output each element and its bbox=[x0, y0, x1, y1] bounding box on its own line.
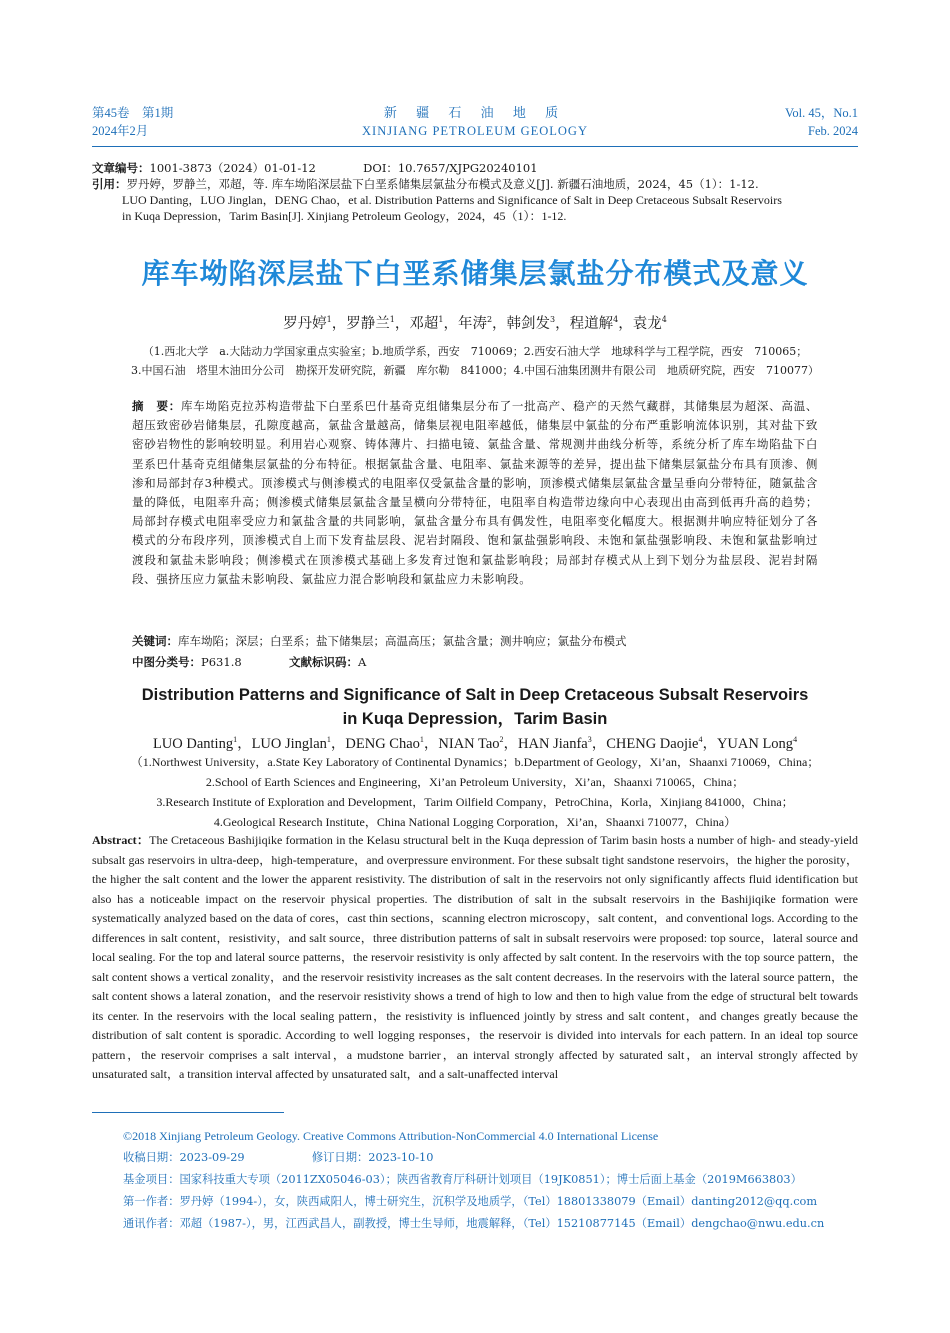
author-cn: 年涛 bbox=[457, 316, 487, 332]
affiliation-en-line: 3.Research Institute of Exploration and Development，Tarim Oilfield Company，PetroChina，Korla，Xinjiang 841000，China； bbox=[156, 795, 794, 809]
clc-value: P631.8 bbox=[201, 655, 242, 669]
first-author-note: 第一作者：罗丹婷（1994-），女，陕西咸阳人，博士研究生，沉积学及地质学，（Tel）18801338079（Email）danting2012@qq.com bbox=[123, 1195, 818, 1208]
author-sup: 4 bbox=[698, 735, 703, 745]
title-cn: 库车坳陷深层盐下白垩系储集层氯盐分布模式及意义 bbox=[141, 257, 809, 290]
abstract-en-text: The Cretaceous Bashijiqike formation in the Kelasu structural belt in the Kuqa depression of Tarim basin hosts a number of high- and steady-yield subsalt gas reservoirs in ultra-deep，high-temperature，and overpressure environment. For these subsalt tight sandstone reservoirs，the higher the porosity，the higher the salt content and the lower the apparent resistivity. The distribution of salt in the reservoirs not only significantly affects fluid identification but also has a noticeable impact on the reservoir physical properties. The distribution of salt in the subsalt reservoirs in the Bashijiqike formation were systematically analyzed based on the data of cores，cast thin sections，scanning electron microscopy，salt content，and conventional logs. According to the differences in salt content，resistivity，and salt source，three distribution patterns of salt in subsalt reservoirs were proposed: top source，lateral source and local sealing. For the top and lateral source patterns，the reservoir resistivity is only affected by salt content. In the reservoirs with the top source pattern，the salt content shows a vertical zonality，and the reservoir resistivity increases as the salt content decreases. In the reservoirs with the lateral source pattern，the salt content shows a lateral zonation，and the reservoir resistivity shows a trend of high to low and then to high value from the edge of structural belt towards its center. In the reservoirs with the local sealing pattern，the resistivity is influenced jointly by stress and salt content，and changes greatly because the distribution of salt content is sporadic. According to well logging responses，the reservoir is divided into intervals for each pattern. In an ideal top source pattern，the reservoir comprises a salt interval，a mudstone barrier，an interval strongly affected by saturated salt，an interval strongly affected by unsaturated salt，a transition interval affected by unsaturated salt，and a salt-unaffected interval bbox=[92, 833, 858, 1081]
author-cn: 韩剑发 bbox=[506, 316, 551, 332]
authors-cn: 罗丹婷$^1$，罗静兰$^1$，邓超$^1$，年涛$^2$，韩剑发$^3$，程道解$^4$，袁龙$^4$ bbox=[283, 315, 667, 332]
author-sup: 1 bbox=[326, 735, 331, 745]
author-cn: 邓超 bbox=[409, 316, 439, 332]
author-sup: 2 bbox=[486, 315, 493, 325]
author-en: NIAN Tao bbox=[438, 736, 500, 752]
dates-line bbox=[123, 1147, 858, 1169]
running-header bbox=[92, 104, 858, 140]
author-sup: 4 bbox=[793, 735, 798, 745]
author-en: HAN Jianfa bbox=[518, 736, 588, 752]
author-en: CHENG Daojie bbox=[606, 736, 699, 752]
doc-code-label: 文献标识码： bbox=[288, 655, 358, 669]
title-en bbox=[92, 683, 858, 731]
author-sup: 1 bbox=[419, 735, 424, 745]
affiliation-en-line: （1.Northwest University，a.State Key Laboratory of Continental Dynamics；b.Department of Geology，Xi’an，Shaanxi 710069，China； bbox=[130, 755, 820, 769]
abstract-en bbox=[92, 831, 858, 1085]
author-sup: 4 bbox=[661, 315, 667, 325]
author-sup: 1 bbox=[326, 315, 332, 325]
license-note[interactable]: ©2018 Xinjiang Petroleum Geology. Creative Commons Attribution-NonCommercial 4.0 International License bbox=[123, 1129, 659, 1143]
affiliation-en-line: 2.School of Earth Sciences and Engineering，Xi’an Petroleum University，Xi’an，Shaanxi 710065，China； bbox=[205, 775, 745, 789]
author-cn: 袁龙 bbox=[632, 316, 662, 332]
title-en-line: in Kuqa Depression，Tarim Basin bbox=[342, 710, 608, 728]
volume-issue: 第45卷 第1期 bbox=[92, 106, 174, 120]
author-sup: 3 bbox=[587, 735, 592, 745]
citation-cn-line bbox=[92, 176, 858, 192]
citation-cn: 罗丹婷，罗静兰，邓超，等. 库车坳陷深层盐下白垩系储集层氯盐分布模式及意义[J]. 新疆石油地质，2024，45（1）：1-12. bbox=[126, 177, 759, 191]
header-right bbox=[785, 104, 858, 140]
author-sup: 3 bbox=[550, 315, 556, 325]
author-sup: 4 bbox=[613, 315, 619, 325]
issue-date: 2024年2月 bbox=[92, 124, 149, 138]
volume-issue-en: Vol. 45，No.1 bbox=[784, 106, 858, 120]
doc-code-value: A bbox=[357, 655, 367, 669]
header-center bbox=[92, 104, 858, 140]
author-cn: 罗丹婷 bbox=[283, 316, 327, 332]
author-sup: 1 bbox=[438, 315, 444, 325]
revised-date: 修订日期：2023-10-10 bbox=[311, 1151, 434, 1164]
author-en: LUO Danting bbox=[152, 736, 234, 752]
title-en-line: Distribution Patterns and Significance of Salt in Deep Cretaceous Subsalt Reservoirs bbox=[141, 686, 809, 704]
article-number: 1001-3873（2024）01-01-12 bbox=[149, 161, 316, 175]
affiliation-en-line: 4.Geological Research Institute，China National Logging Corporation，Xi’an，Shaanxi 710077，China） bbox=[213, 815, 737, 829]
author-en: DENG Chao bbox=[345, 736, 420, 752]
author-cn: 程道解 bbox=[569, 316, 614, 332]
citation-en-2: in Kuqa Depression，Tarim Basin[J]. Xinjiang Petroleum Geology，2024，45（1）：1-12. bbox=[122, 209, 567, 223]
keywords bbox=[132, 632, 818, 650]
citation-label: 引用： bbox=[92, 177, 127, 191]
received-date: 收稿日期：2023-09-29 bbox=[123, 1151, 245, 1164]
classification bbox=[132, 653, 818, 671]
author-cn: 罗静兰 bbox=[346, 316, 390, 332]
affiliations-en bbox=[92, 752, 858, 832]
affiliation-cn-line: （1.西北大学 a.大陆动力学国家重点实验室；b.地质学系，西安 710069；2.西安石油大学 地球科学与工程学院，西安 710065； bbox=[142, 345, 808, 358]
doi[interactable]: DOI：10.7657/XJPG20240101 bbox=[363, 161, 538, 175]
authors-en: LUO Danting$^1$，LUO Jinglan$^1$，DENG Chao$^1$，NIAN Tao$^2$，HAN Jianfa$^3$，CHENG Daojie$^4$，YUAN Long$^4$ bbox=[152, 735, 798, 752]
article-meta bbox=[92, 160, 858, 224]
issue-date-en: Feb. 2024 bbox=[808, 124, 858, 138]
keywords-text: 库车坳陷；深层；白垩系；盐下储集层；高温高压；氯盐含量；测井响应；氯盐分布模式 bbox=[178, 634, 627, 648]
affiliation-cn-line: 3.中国石油 塔里木油田分公司 勘探开发研究院，新疆 库尔勒 841000；4.中国石油集团测井有限公司 地质研究院，西安 710077） bbox=[131, 364, 819, 377]
abstract-en-label: Abstract： bbox=[92, 833, 150, 847]
footnote-divider bbox=[92, 1112, 284, 1113]
citation-en-1: LUO Danting，LUO Jinglan，DENG Chao，et al. Distribution Patterns and Significance of Salt in Deep Cretaceous Subsalt Reservoirs bbox=[122, 193, 782, 207]
author-sup: 1 bbox=[389, 315, 395, 325]
author-en: YUAN Long bbox=[716, 736, 794, 752]
article-number-label: 文章编号： bbox=[92, 161, 150, 175]
article-number-line bbox=[92, 160, 858, 176]
author-sup: 1 bbox=[233, 735, 238, 745]
journal-name-en: XINJIANG PETROLEUM GEOLOGY bbox=[362, 124, 588, 138]
keywords-label: 关键词： bbox=[132, 634, 178, 648]
author-sup: 2 bbox=[499, 735, 504, 745]
corresponding-author-note: 通讯作者：邓超（1987-），男，江西武昌人，副教授，博士生导师，地震解释，（Tel）15210877145（Email）dengchao@nwu.edu.cn bbox=[123, 1217, 825, 1230]
affiliations-cn bbox=[80, 342, 870, 380]
abstract-cn bbox=[132, 397, 818, 589]
abstract-cn-text: 库车坳陷克拉苏构造带盐下白垩系巴什基奇克组储集层分布了一批高产、稳产的天然气藏群，其储集层为超深、高温、超压致密砂岩储集层，孔隙度越高，氯盐含量越高，储集层视电阻率越低，储集层中氯盐的分布严重影响流体识别，其对盐下致密砂岩物性的影响较明显。利用岩心观察、铸体薄片、扫描电镜、氯盐含量、常规测井曲线分析等，系统分析了库车坳陷盐下白垩系巴什基奇克组储集层氯盐的分布特征。根据氯盐含量、电阻率、氯盐来源等的差异，提出盐下储集层氯盐分布具有顶渗、侧渗和局部封存3种模式。顶渗模式与侧渗模式的电阻率仅受氯盐含量的影响，顶渗模式储集层氯盐含量呈垂向分带特征，随氯盐含量的降低，电阻率升高；侧渗模式储集层氯盐含量呈横向分带特征，电阻率自构造带边缘向中心表现出由高到低再升高的趋势；局部封存模式电阻率受应力和氯盐含量的共同影响，氯盐含量分布具有偶发性，电阻率变化幅度大。根据测井响应特征划分了各模式的分布段序列，顶渗模式自上而下发育盐层段、泥岩封隔段、饱和氯盐强影响段、未饱和氯盐强影响段、未饱和氯盐影响过渡段和氯盐未影响段；侧渗模式在顶渗模式基础上多发育过饱和氯盐影响段；局部封存模式从上到下划分为盐层段、泥岩封隔段、强挤压应力氯盐未影响段、氯盐应力混合影响段和氯盐应力未影响段。 bbox=[132, 399, 818, 586]
fund-note: 基金项目：国家科技重大专项（2011ZX05046-03）；陕西省教育厅科研计划项目（19JK0851）；博士后面上基金（2019M663803） bbox=[123, 1173, 802, 1186]
journal-name-cn: 新 疆 石 油 地 质 bbox=[383, 105, 567, 120]
abstract-cn-label: 摘 要： bbox=[132, 399, 182, 413]
footnotes bbox=[123, 1125, 858, 1235]
clc-label: 中图分类号： bbox=[132, 655, 201, 669]
author-en: LUO Jinglan bbox=[251, 736, 327, 752]
header-divider bbox=[92, 146, 858, 147]
